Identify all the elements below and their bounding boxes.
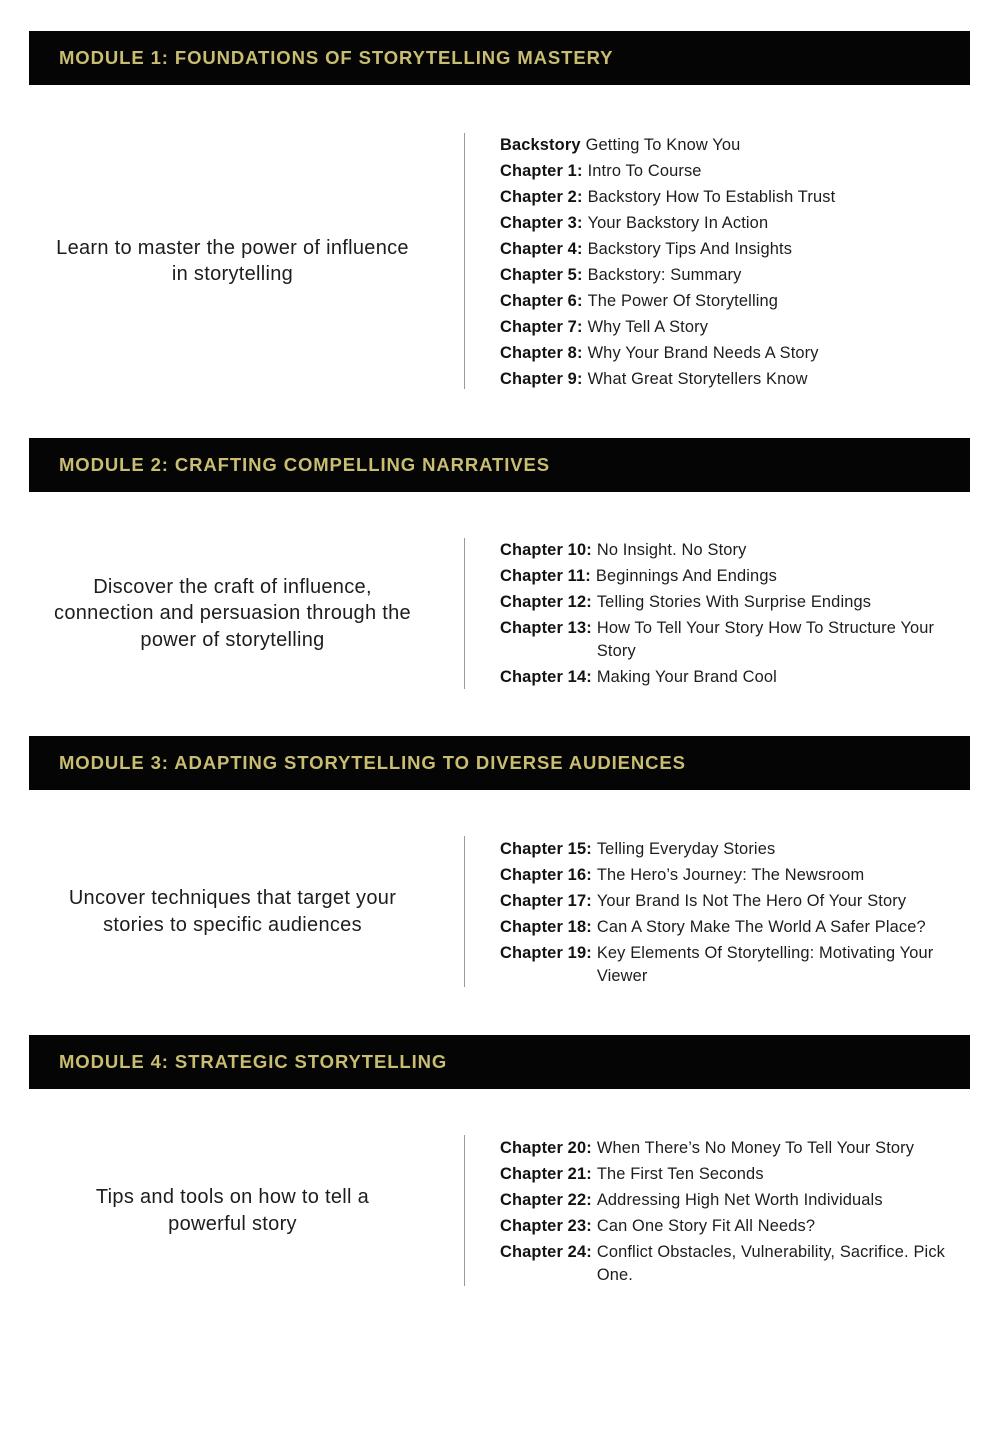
chapter-label: Chapter 9: (500, 370, 583, 388)
chapter-label: Chapter 18: (500, 918, 592, 936)
chapter-label: Chapter 13: (500, 619, 592, 637)
chapter-label: Chapter 7: (500, 318, 583, 336)
chapter-item (500, 890, 968, 913)
chapter-label: Chapter 14: (500, 667, 592, 686)
chapter-item (500, 1215, 968, 1238)
chapter-title: Telling Everyday Stories (596, 840, 776, 858)
chapter-item (500, 1137, 968, 1160)
module-3-chapter-list (500, 838, 968, 991)
chapter-title: Backstory Tips And Insights (587, 240, 793, 258)
module-4-description (29, 1135, 436, 1286)
module-1-header (29, 31, 970, 85)
chapter-title: Beginnings And Endings (595, 567, 777, 585)
chapter-label: Chapter 15: (500, 840, 592, 858)
chapter-label: Chapter 16: (500, 866, 592, 884)
module-4-divider (464, 1135, 465, 1286)
module-3-header (29, 736, 970, 790)
module-4-description-text: Tips and tools on how to tell a powerful story (95, 1186, 370, 1235)
chapter-item (500, 916, 968, 939)
chapter-label: Chapter 10: (500, 541, 592, 559)
chapter-title: The Power Of Storytelling (587, 292, 779, 310)
chapter-item (500, 238, 968, 261)
chapter-title: Why Your Brand Needs A Story (587, 344, 819, 362)
chapter-item (500, 1241, 968, 1286)
chapter-title: Key Elements Of Storytelling: Motivating Your Viewer (596, 944, 934, 985)
chapter-title: No Insight. No Story (596, 541, 747, 559)
module-4-header (29, 1035, 970, 1089)
chapter-title: Conflict Obstacles, Vulnerability, Sacrifice. Pick One. (596, 1243, 946, 1284)
chapter-title: Can A Story Make The World A Safer Place? (596, 918, 926, 936)
chapter-label: Chapter 17: (500, 892, 592, 910)
chapter-title: Backstory How To Establish Trust (587, 188, 836, 206)
chapter-item (500, 290, 968, 313)
chapter-item (500, 1163, 968, 1186)
module-1-chapter-list (500, 134, 968, 394)
module-2-divider (464, 538, 465, 689)
chapter-item (500, 838, 968, 861)
chapter-item (500, 264, 968, 287)
chapter-item (500, 342, 968, 365)
chapter-label: Chapter 5: (500, 266, 583, 284)
module-4-body (29, 1135, 970, 1286)
chapter-label: Chapter 3: (500, 214, 583, 232)
chapter-label: Chapter 1: (500, 162, 583, 180)
chapter-title: Your Backstory In Action (587, 214, 769, 232)
chapter-title: When There’s No Money To Tell Your Story (596, 1139, 915, 1157)
module-2-title: MODULE 2: CRAFTING COMPELLING NARRATIVES (59, 454, 550, 475)
module-1-divider (464, 133, 465, 389)
module-1-body (29, 133, 970, 389)
chapter-label: Chapter 20: (500, 1139, 592, 1157)
chapter-label: Chapter 8: (500, 344, 583, 362)
chapter-item (500, 160, 968, 183)
chapter-label: Chapter 24: (500, 1243, 592, 1261)
chapter-item (500, 1189, 968, 1212)
chapter-label: Backstory (500, 136, 581, 154)
chapter-item (500, 316, 968, 339)
chapter-item (500, 539, 968, 562)
chapter-title: Intro To Course (587, 162, 702, 180)
module-3-divider (464, 836, 465, 987)
chapter-item (500, 368, 968, 391)
chapter-title: How To Tell Your Story How To Structure Your Story (596, 619, 935, 660)
chapter-title: Getting To Know You (585, 136, 741, 154)
module-2-description (29, 538, 436, 689)
chapter-title: Making Your Brand Cool (596, 667, 777, 686)
chapter-item (500, 666, 968, 689)
chapter-label: Chapter 22: (500, 1191, 592, 1209)
module-3-description (29, 836, 436, 987)
module-2-body (29, 538, 970, 689)
chapter-label: Chapter 12: (500, 593, 592, 611)
chapter-title: Backstory: Summary (587, 266, 742, 284)
chapter-label: Chapter 2: (500, 188, 583, 206)
module-1-title: MODULE 1: FOUNDATIONS OF STORYTELLING MASTERY (59, 47, 614, 68)
module-4-chapter-list (500, 1137, 968, 1290)
chapter-title: Why Tell A Story (587, 318, 709, 336)
chapter-label: Chapter 19: (500, 944, 592, 962)
chapter-title: The Hero’s Journey: The Newsroom (596, 866, 865, 884)
module-1-description-text: Learn to master the power of influence in storytelling (56, 236, 409, 285)
chapter-label: Chapter 21: (500, 1165, 592, 1183)
chapter-label: Chapter 4: (500, 240, 583, 258)
module-2-header (29, 438, 970, 492)
chapter-title: Addressing High Net Worth Individuals (596, 1191, 883, 1209)
chapter-item (500, 942, 968, 987)
chapter-title: Your Brand Is Not The Hero Of Your Story (596, 892, 907, 910)
module-3-description-text: Uncover techniques that target your stories to specific audiences (68, 887, 397, 936)
chapter-item (500, 565, 968, 588)
chapter-title: The First Ten Seconds (596, 1165, 764, 1183)
module-4-title: MODULE 4: STRATEGIC STORYTELLING (59, 1051, 448, 1072)
module-3-body (29, 836, 970, 987)
chapter-item (500, 864, 968, 887)
module-1-description (29, 133, 436, 389)
module-2-chapter-list (500, 539, 968, 692)
module-2-description-text: Discover the craft of influence, connection and persuasion through the power of storytelling (54, 575, 411, 651)
chapter-item (500, 186, 968, 209)
chapter-title: Telling Stories With Surprise Endings (596, 593, 872, 611)
chapter-item (500, 617, 968, 662)
module-3-title: MODULE 3: ADAPTING STORYTELLING TO DIVERSE AUDIENCES (59, 752, 686, 773)
chapter-item (500, 134, 968, 157)
chapter-item (500, 591, 968, 614)
chapter-label: Chapter 6: (500, 292, 583, 310)
chapter-label: Chapter 23: (500, 1217, 592, 1235)
chapter-title: Can One Story Fit All Needs? (596, 1217, 816, 1235)
chapter-label: Chapter 11: (500, 567, 591, 585)
chapter-item (500, 212, 968, 235)
chapter-title: What Great Storytellers Know (587, 370, 808, 388)
